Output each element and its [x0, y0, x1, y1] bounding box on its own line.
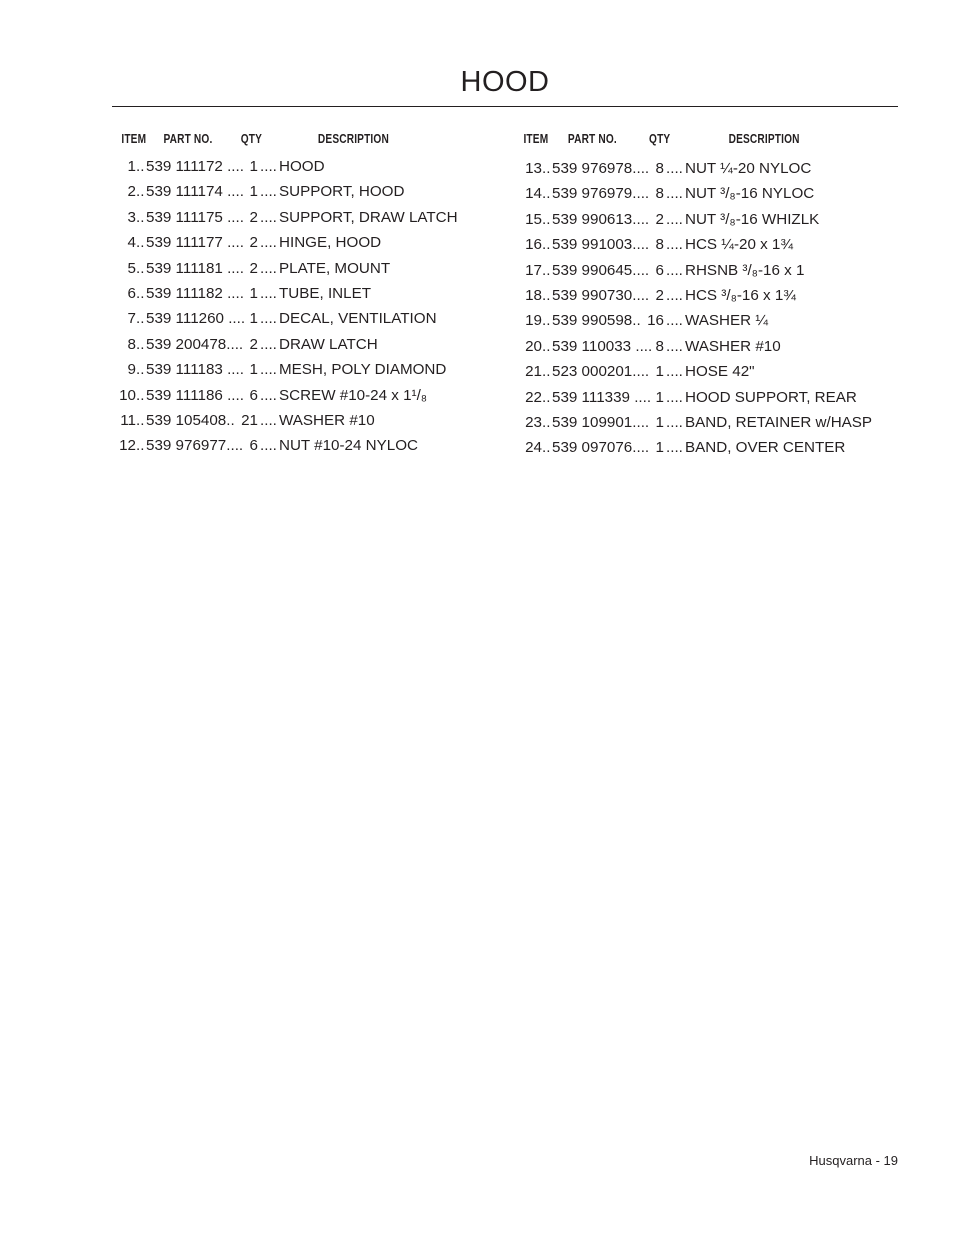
- part-description: TUBE, INLET: [279, 284, 371, 302]
- leader-dots: ....: [260, 183, 277, 201]
- item-number: 18: [525, 286, 542, 304]
- leader-dots: ..: [136, 208, 145, 226]
- part-description: NUT ¼-20 NYLOC: [685, 160, 812, 177]
- leader-dots: ....: [222, 361, 244, 379]
- part-description: SUPPORT, DRAW LATCH: [279, 208, 458, 226]
- item-number: 3: [127, 208, 136, 226]
- part-description: WASHER ¼: [685, 312, 768, 330]
- part-description: HCS ³/₈-16 x 1¾: [685, 286, 796, 304]
- part-number: 539 105408: [146, 411, 227, 429]
- item-number: 14: [525, 185, 542, 203]
- part-number: 523 000201: [552, 363, 633, 381]
- part-description: NUT #10-24 NYLOC: [279, 437, 418, 455]
- item-number: 19: [525, 312, 542, 330]
- leader-dots: ..: [542, 236, 551, 254]
- quantity: 1: [655, 439, 664, 457]
- quantity: 8: [655, 185, 664, 203]
- header-item: ITEM: [121, 131, 147, 146]
- page-title: HOOD: [460, 66, 550, 98]
- quantity: 21: [241, 411, 258, 429]
- quantity: 1: [249, 284, 258, 302]
- leader-dots: ..: [542, 388, 551, 406]
- item-number: 22: [525, 388, 542, 406]
- part-number: 539 976978: [552, 160, 633, 177]
- part-description: WASHER #10: [685, 337, 781, 355]
- leader-dots: ..: [136, 259, 145, 277]
- leader-dots: ....: [222, 386, 244, 404]
- item-number: 17: [525, 261, 542, 279]
- leader-dots: ....: [666, 185, 683, 203]
- header-part-no: PART NO.: [567, 131, 617, 146]
- quantity: 8: [655, 236, 664, 254]
- quantity: 1: [249, 361, 258, 379]
- part-number: 539 111339: [552, 388, 630, 406]
- part-description: DRAW LATCH: [279, 335, 378, 353]
- quantity: 8: [655, 337, 664, 355]
- leader-dots: ..: [136, 183, 145, 201]
- part-number: 539 991003: [552, 236, 633, 254]
- quantity: 6: [249, 386, 258, 404]
- leader-dots: ....: [666, 337, 683, 355]
- leader-dots: ....: [222, 234, 244, 252]
- leader-dots: ..: [226, 411, 235, 429]
- part-description: MESH, POLY DIAMOND: [279, 361, 447, 379]
- item-number: 1: [127, 158, 136, 175]
- header-part-no: PART NO.: [163, 131, 213, 146]
- leader-dots: ....: [260, 208, 277, 226]
- part-number: 539 200478: [146, 335, 227, 353]
- part-number: 539 110033: [552, 337, 632, 355]
- part-number: 539 111175: [146, 208, 223, 226]
- leader-dots: ....: [632, 413, 650, 431]
- leader-dots: ..: [542, 185, 551, 203]
- part-number: 539 976977: [146, 437, 227, 455]
- part-number: 539 990645: [552, 261, 633, 279]
- leader-dots: ..: [136, 437, 145, 455]
- header-description: DESCRIPTION: [728, 131, 800, 146]
- leader-dots: ....: [632, 160, 650, 177]
- leader-dots: ..: [542, 210, 551, 228]
- header-qty: QTY: [649, 131, 671, 146]
- part-description: NUT ³/₈-16 WHIZLK: [685, 210, 820, 228]
- leader-dots: ....: [632, 261, 650, 279]
- quantity: 16: [647, 312, 664, 330]
- leader-dots: ..: [542, 363, 551, 381]
- part-description: NUT ³/₈-16 NYLOC: [685, 185, 815, 203]
- quantity: 6: [655, 261, 664, 279]
- leader-dots: ....: [666, 261, 683, 279]
- quantity: 1: [249, 183, 258, 201]
- item-number: 6: [127, 284, 136, 302]
- header-description: DESCRIPTION: [317, 131, 389, 146]
- part-description: HCS ¼-20 x 1¾: [685, 236, 794, 254]
- part-number: 539 111181: [146, 259, 223, 277]
- leader-dots: ....: [222, 158, 244, 175]
- item-number: 24: [525, 439, 542, 457]
- item-number: 21: [525, 363, 542, 381]
- leader-dots: ..: [136, 310, 145, 328]
- item-number: 16: [525, 236, 542, 254]
- part-description: HOOD: [279, 158, 325, 175]
- leader-dots: ..: [542, 286, 551, 304]
- part-number: 539 976979: [552, 185, 633, 203]
- leader-dots: ..: [136, 386, 145, 404]
- header-qty: QTY: [240, 131, 263, 146]
- quantity: 2: [249, 234, 258, 252]
- leader-dots: ..: [136, 158, 145, 175]
- leader-dots: ..: [136, 361, 145, 379]
- quantity: 1: [249, 158, 258, 175]
- part-number: 539 109901: [552, 413, 633, 431]
- part-description: BAND, RETAINER w/HASP: [685, 413, 873, 431]
- part-number: 539 111183: [146, 361, 223, 379]
- part-number: 539 111177: [146, 234, 223, 252]
- leader-dots: ....: [631, 337, 653, 355]
- item-number: 10: [119, 386, 136, 404]
- header-item: ITEM: [523, 131, 549, 146]
- leader-dots: ....: [666, 388, 683, 406]
- item-number: 7: [127, 310, 136, 328]
- quantity: 1: [655, 363, 664, 381]
- leader-dots: ....: [632, 210, 650, 228]
- item-number: 2: [127, 183, 136, 201]
- leader-dots: ..: [542, 312, 551, 330]
- part-number: 539 097076: [552, 439, 633, 457]
- part-number: 539 111174: [146, 183, 223, 201]
- part-number: 539 990613: [552, 210, 633, 228]
- item-number: 20: [525, 337, 542, 355]
- leader-dots: ....: [260, 437, 277, 455]
- quantity: 1: [655, 388, 664, 406]
- leader-dots: ....: [260, 411, 277, 429]
- leader-dots: ..: [136, 411, 145, 429]
- item-number: 8: [127, 335, 136, 353]
- leader-dots: ....: [223, 310, 246, 328]
- part-number: 539 111172: [146, 158, 223, 175]
- leader-dots: ....: [226, 335, 244, 353]
- leader-dots: ....: [666, 160, 683, 177]
- leader-dots: ..: [136, 284, 145, 302]
- leader-dots: ....: [222, 183, 244, 201]
- quantity: 2: [249, 208, 258, 226]
- quantity: 2: [249, 335, 258, 353]
- part-description: SUPPORT, HOOD: [279, 183, 405, 201]
- leader-dots: ....: [632, 236, 650, 254]
- leader-dots: ..: [136, 234, 145, 252]
- page-footer: Husqvarna - 19: [809, 1153, 898, 1168]
- leader-dots: ..: [542, 413, 551, 431]
- leader-dots: ..: [632, 312, 641, 330]
- leader-dots: ....: [632, 286, 650, 304]
- leader-dots: ....: [222, 284, 244, 302]
- part-description: WASHER #10: [279, 411, 375, 429]
- part-description: HOOD SUPPORT, REAR: [685, 388, 857, 406]
- leader-dots: ....: [222, 259, 244, 277]
- leader-dots: ....: [632, 185, 650, 203]
- quantity: 2: [655, 210, 664, 228]
- leader-dots: ....: [666, 210, 683, 228]
- leader-dots: ..: [136, 335, 145, 353]
- leader-dots: ....: [260, 284, 277, 302]
- part-number: 539 990598: [552, 312, 633, 330]
- leader-dots: ....: [666, 363, 683, 381]
- leader-dots: ....: [632, 439, 650, 457]
- item-number: 5: [127, 259, 136, 277]
- leader-dots: ....: [260, 234, 277, 252]
- item-number: 23: [525, 413, 542, 431]
- quantity: 2: [249, 259, 258, 277]
- leader-dots: ....: [666, 236, 683, 254]
- leader-dots: ....: [260, 386, 277, 404]
- leader-dots: ....: [222, 208, 244, 226]
- item-number: 4: [127, 234, 136, 252]
- part-description: PLATE, MOUNT: [279, 259, 391, 277]
- item-number: 12: [119, 437, 136, 455]
- leader-dots: ....: [226, 437, 244, 455]
- part-description: DECAL, VENTILATION: [279, 310, 437, 328]
- part-description: HINGE, HOOD: [279, 234, 382, 252]
- leader-dots: ..: [542, 439, 551, 457]
- leader-dots: ....: [260, 158, 277, 175]
- part-number: 539 111260: [146, 310, 224, 328]
- quantity: 6: [249, 437, 258, 455]
- leader-dots: ....: [260, 361, 277, 379]
- quantity: 2: [655, 286, 664, 304]
- part-description: RHSNB ³/₈-16 x 1: [685, 261, 805, 279]
- leader-dots: ..: [542, 160, 551, 177]
- leader-dots: ....: [666, 413, 683, 431]
- item-number: 9: [127, 361, 136, 379]
- leader-dots: ....: [629, 388, 652, 406]
- leader-dots: ....: [666, 286, 683, 304]
- quantity: 8: [655, 160, 664, 177]
- quantity: 1: [249, 310, 258, 328]
- title-divider: [112, 106, 898, 107]
- leader-dots: ....: [260, 310, 277, 328]
- part-description: SCREW #10-24 x 1¹/₈: [279, 386, 428, 404]
- part-description: BAND, OVER CENTER: [685, 439, 846, 457]
- leader-dots: ....: [260, 259, 277, 277]
- leader-dots: ....: [666, 312, 683, 330]
- leader-dots: ..: [542, 337, 551, 355]
- part-number: 539 111182: [146, 284, 223, 302]
- item-number: 15: [525, 210, 542, 228]
- part-number: 539 990730: [552, 286, 633, 304]
- leader-dots: ....: [666, 439, 683, 457]
- item-number: 11: [120, 411, 136, 429]
- part-description: HOSE 42": [685, 363, 755, 381]
- leader-dots: ....: [632, 363, 650, 381]
- leader-dots: ..: [542, 261, 551, 279]
- leader-dots: ....: [260, 335, 277, 353]
- item-number: 13: [525, 160, 542, 177]
- quantity: 1: [655, 413, 664, 431]
- part-number: 539 111186: [146, 386, 223, 404]
